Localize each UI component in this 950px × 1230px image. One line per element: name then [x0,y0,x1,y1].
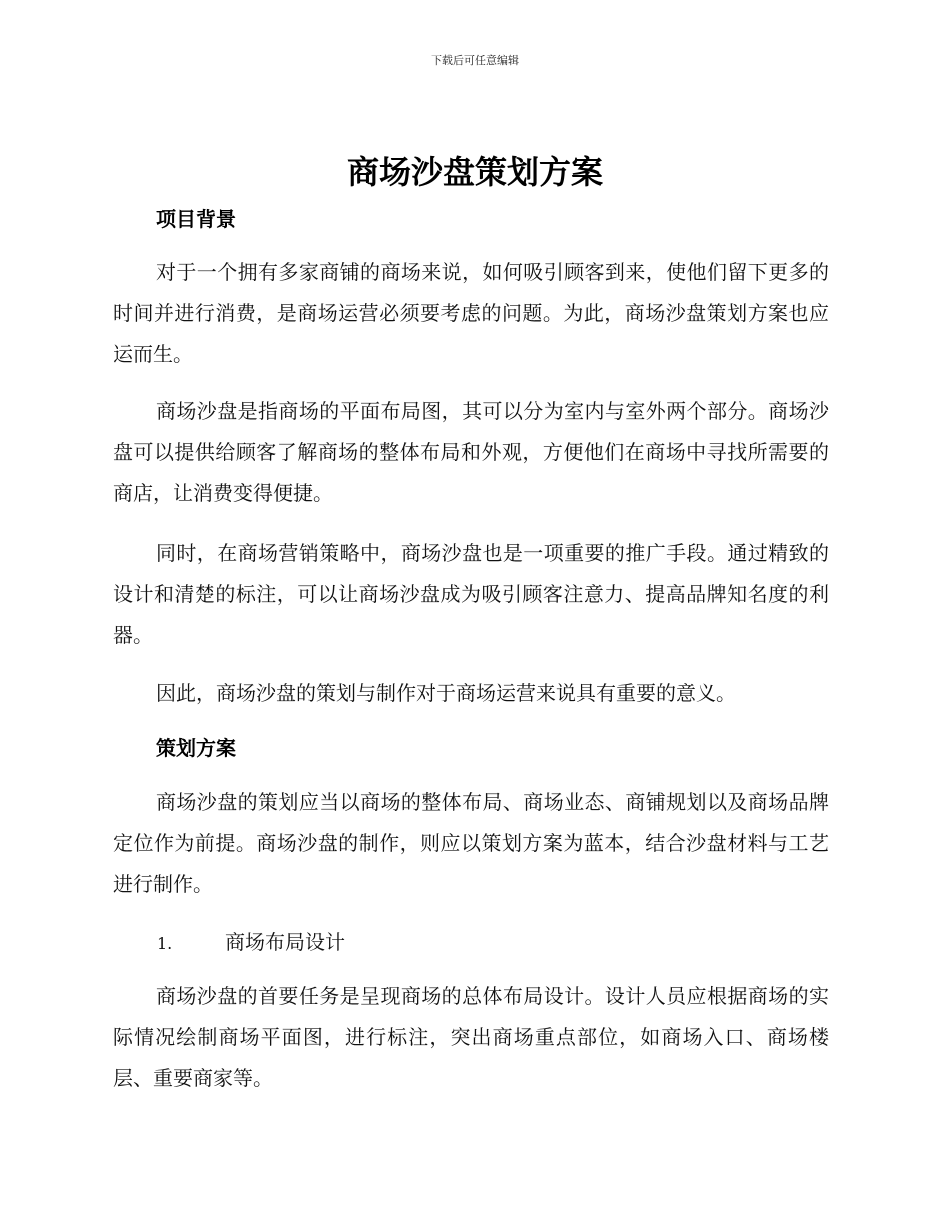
paragraph: 对于一个拥有多家商铺的商场来说，如何吸引顾客到来，使他们留下更多的时间并进行消费，是商场运营必须要考虑的问题。为此，商场沙盘策划方案也应运而生。 [113,260,829,366]
paragraph: 因此，商场沙盘的策划与制作对于商场运营来说具有重要的意义。 [156,681,736,705]
page-header: 下载后可任意编辑 [431,54,519,67]
section-heading-background: 项目背景 [156,207,236,231]
section-heading-plan: 策划方案 [156,736,236,760]
list-item-title: 商场布局设计 [225,930,345,954]
paragraph: 同时，在商场营销策略中，商场沙盘也是一项重要的推广手段。通过精致的设计和清楚的标注，可以让商场沙盘成为吸引顾客注意力、提高品牌知名度的利器。 [113,541,829,647]
paragraph: 商场沙盘是指商场的平面布局图，其可以分为室内与室外两个部分。商场沙盘可以提供给顾客了解商场的整体布局和外观，方便他们在商场中寻找所需要的商店，让消费变得便捷。 [113,399,829,505]
list-number: 1. [157,934,173,953]
document-title: 商场沙盘策划方案 [346,153,603,191]
paragraph: 商场沙盘的策划应当以商场的整体布局、商场业态、商铺规划以及商场品牌定位作为前提。商场沙盘的制作，则应以策划方案为蓝本，结合沙盘材料与工艺进行制作。 [113,790,829,896]
paragraph: 商场沙盘的首要任务是呈现商场的总体布局设计。设计人员应根据商场的实际情况绘制商场平面图，进行标注，突出商场重点部位，如商场入口、商场楼层、重要商家等。 [113,984,829,1090]
numbered-list-item [157,926,345,960]
